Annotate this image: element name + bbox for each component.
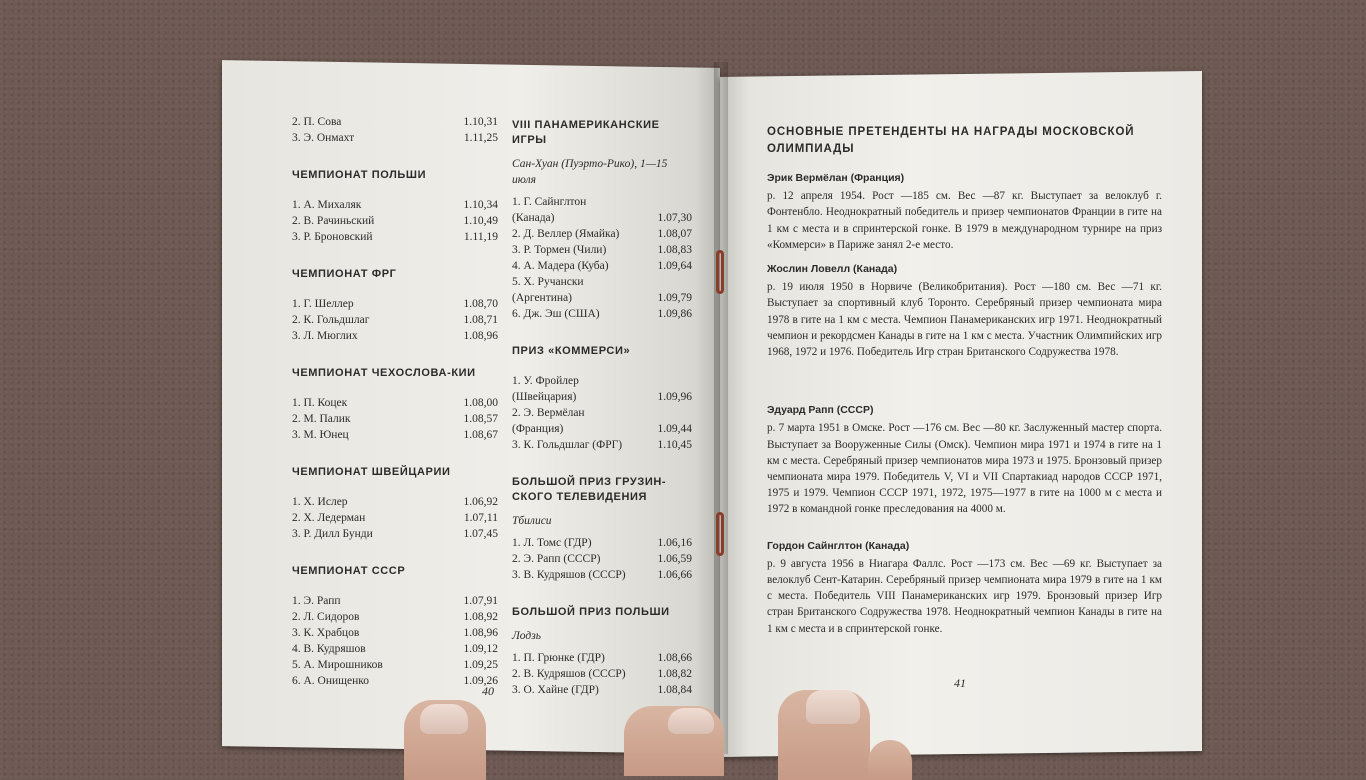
contender-name: Гордон Сайнглтон (Канада) xyxy=(767,539,910,552)
result-time: 1.09,44 xyxy=(657,423,692,435)
rider-name: 3. К. Гольдшлаг (ФРГ) xyxy=(512,439,623,451)
result-row xyxy=(292,641,498,657)
contender-bio: р. 9 августа 1956 в Ниагара Фаллс. Рост —173 см. Вес —69 кг. Выступает за велоклуб Сент-Катарин. Серебряный призер чемпионата мира 1979 в гите на 1 км с места. Победитель VIII Панамериканских игр 1979. Бронзовый призер Игр стран Британского Содружества 1978. Неоднократный чемпион Канады в гите на 1 км с места и в спринтерской гонке. xyxy=(767,557,1162,635)
result-time: 1.09,26 xyxy=(463,675,498,687)
result-time: 1.10,45 xyxy=(657,439,692,451)
result-row xyxy=(292,494,498,510)
result-time: 1.09,64 xyxy=(657,260,692,272)
result-row xyxy=(512,421,692,437)
open-booklet xyxy=(222,62,1207,754)
result-row xyxy=(512,682,692,698)
rider-name: 2. П. Сова xyxy=(292,116,342,128)
result-row xyxy=(512,405,692,421)
result-row xyxy=(512,535,692,551)
rider-name: 3. В. Кудряшов (СССР) xyxy=(512,569,626,581)
result-row xyxy=(512,226,692,242)
rider-name: 2. Э. Вермёлан xyxy=(512,407,585,419)
result-time: 1.11,19 xyxy=(463,231,498,243)
result-row xyxy=(512,551,692,567)
section-heading: ЧЕМПИОНАТ ЧЕХОСЛОВА-КИИ xyxy=(292,367,476,379)
result-row xyxy=(292,427,498,443)
rider-name: 6. А. Онищенко xyxy=(292,675,370,687)
result-row xyxy=(292,510,498,526)
rider-name: (Франция) xyxy=(512,423,564,435)
rider-name: 3. Л. Мюглих xyxy=(292,330,358,342)
section-heading: ЧЕМПИОНАТ ФРГ xyxy=(292,268,397,280)
result-row xyxy=(292,312,498,328)
rider-name: 3. О. Хайне (ГДР) xyxy=(512,684,599,696)
result-row xyxy=(512,567,692,583)
rider-name: 1. Л. Томс (ГДР) xyxy=(512,537,592,549)
result-row xyxy=(512,274,692,290)
results-column-1 xyxy=(292,114,498,689)
rider-name: 2. Л. Сидоров xyxy=(292,611,360,623)
rider-name: 3. Э. Онмахт xyxy=(292,132,355,144)
rider-name: 2. Д. Веллер (Ямайка) xyxy=(512,228,620,240)
event-location: Лодзь xyxy=(512,630,541,642)
rider-name: 3. М. Юнец xyxy=(292,429,349,441)
rider-name: 2. К. Гольдшлаг xyxy=(292,314,370,326)
contender-name: Эдуард Рапп (СССР) xyxy=(767,404,874,417)
spacer xyxy=(767,360,1162,394)
result-time: 1.09,86 xyxy=(657,308,692,320)
result-time: 1.08,66 xyxy=(657,652,692,664)
rider-name: 5. Х. Ручански xyxy=(512,276,584,288)
rider-name: 1. У. Фройлер xyxy=(512,375,579,387)
staple-top xyxy=(716,250,724,294)
section-heading: VIII ПАНАМЕРИКАНСКИЕ ИГРЫ xyxy=(512,119,660,146)
result-row xyxy=(292,197,498,213)
section-heading: ЧЕМПИОНАТ СССР xyxy=(292,565,406,577)
rider-name: (Канада) xyxy=(512,212,555,224)
result-row xyxy=(512,437,692,453)
result-time: 1.07,11 xyxy=(463,512,498,524)
contender-list xyxy=(767,170,1162,637)
result-row xyxy=(512,373,692,389)
rider-name: 2. М. Палик xyxy=(292,413,351,425)
rider-name: (Аргентина) xyxy=(512,292,572,304)
contender-bio: р. 19 июля 1950 в Норвиче (Великобритания). Рост —180 см. Вес —71 кг. Выступает за спортивный клуб Торонто. Серебряный призер чемпионата мира 1978 в гите на 1 км с места. Чемпион Панамериканских игр 1971. Неоднократный чемпион и рекордсмен Канады в гите на 1 км с места. Участник Олимпийских игр 1968, 1972 и 1976. Победитель Игр стран Британского Содружества 1978. xyxy=(767,281,1162,359)
finger-4 xyxy=(868,740,912,780)
rider-name: (Швейцария) xyxy=(512,391,577,403)
section-heading: ЧЕМПИОНАТ ШВЕЙЦАРИИ xyxy=(292,466,451,478)
result-row xyxy=(292,526,498,542)
event-location: Тбилиси xyxy=(512,515,552,527)
result-row xyxy=(512,389,692,405)
result-time: 1.07,91 xyxy=(463,595,498,607)
result-time: 1.06,59 xyxy=(657,553,692,565)
result-row xyxy=(292,114,498,130)
result-time: 1.07,30 xyxy=(657,212,692,224)
event-location: Сан-Хуан (Пуэрто-Рико), 1—15 июля xyxy=(512,158,668,186)
fingernail-2 xyxy=(668,708,714,734)
result-time: 1.08,70 xyxy=(463,298,498,310)
result-time: 1.08,84 xyxy=(657,684,692,696)
result-row xyxy=(512,666,692,682)
rider-name: 1. П. Грюнке (ГДР) xyxy=(512,652,605,664)
rider-name: 1. Г. Шеллер xyxy=(292,298,354,310)
rider-name: 3. К. Храбцов xyxy=(292,627,360,639)
result-time: 1.08,92 xyxy=(463,611,498,623)
result-time: 1.10,34 xyxy=(463,199,498,211)
result-time: 1.08,96 xyxy=(463,627,498,639)
results-column-2 xyxy=(512,98,692,698)
rider-name: 1. Э. Рапп xyxy=(292,595,341,607)
rider-name: 3. Р. Тормен (Чили) xyxy=(512,244,607,256)
result-row xyxy=(512,650,692,666)
fingernail-3 xyxy=(806,690,860,724)
result-time: 1.08,71 xyxy=(463,314,498,326)
result-row xyxy=(292,213,498,229)
result-time: 1.06,66 xyxy=(657,569,692,581)
section-heading: ПРИЗ «КОММЕРСИ» xyxy=(512,345,631,357)
result-row xyxy=(292,657,498,673)
result-time: 1.08,00 xyxy=(463,397,498,409)
result-time: 1.06,16 xyxy=(657,537,692,549)
section-heading: БОЛЬШОЙ ПРИЗ ГРУЗИН-СКОГО ТЕЛЕВИДЕНИЯ xyxy=(512,476,667,503)
result-row xyxy=(292,673,498,689)
result-row xyxy=(292,130,498,146)
result-row xyxy=(292,625,498,641)
rider-name: 2. В. Рачиньский xyxy=(292,215,375,227)
result-row xyxy=(292,296,498,312)
result-row xyxy=(512,306,692,322)
result-row xyxy=(292,593,498,609)
rider-name: 3. Р. Броновский xyxy=(292,231,373,243)
result-time: 1.09,25 xyxy=(463,659,498,671)
rider-name: 3. Р. Дилл Бунди xyxy=(292,528,373,540)
rider-name: 4. А. Мадера (Куба) xyxy=(512,260,609,272)
result-time: 1.08,83 xyxy=(657,244,692,256)
spacer xyxy=(767,518,1162,530)
result-row xyxy=(512,242,692,258)
result-row xyxy=(512,258,692,274)
result-time: 1.08,57 xyxy=(463,413,498,425)
result-time: 1.08,07 xyxy=(657,228,692,240)
page-number-right: 41 xyxy=(954,676,966,690)
rider-name: 1. А. Михаляк xyxy=(292,199,362,211)
rider-name: 1. Х. Ислер xyxy=(292,496,348,508)
result-row xyxy=(292,229,498,245)
result-row xyxy=(512,290,692,306)
section-heading: БОЛЬШОЙ ПРИЗ ПОЛЬШИ xyxy=(512,606,670,618)
contenders-heading: ОСНОВНЫЕ ПРЕТЕНДЕНТЫ НА НАГРАДЫ МОСКОВСКОЙ ОЛИМПИАДЫ xyxy=(767,126,1135,155)
page-number-left: 40 xyxy=(482,684,494,698)
result-row xyxy=(292,411,498,427)
result-row xyxy=(292,609,498,625)
rider-name: 6. Дж. Эш (США) xyxy=(512,308,600,320)
result-row xyxy=(292,395,498,411)
rider-name: 2. В. Кудряшов (СССР) xyxy=(512,668,626,680)
rider-name: 4. В. Кудряшов xyxy=(292,643,366,655)
result-time: 1.09,96 xyxy=(657,391,692,403)
staple-bottom xyxy=(716,512,724,556)
book-spine xyxy=(714,62,728,754)
result-time: 1.08,67 xyxy=(463,429,498,441)
rider-name: 2. Э. Рапп (СССР) xyxy=(512,553,601,565)
result-time: 1.10,31 xyxy=(463,116,498,128)
result-time: 1.11,25 xyxy=(463,132,498,144)
result-row xyxy=(512,210,692,226)
result-row xyxy=(512,194,692,210)
result-time: 1.08,96 xyxy=(463,330,498,342)
contender-bio: р. 7 марта 1951 в Омске. Рост —176 см. Вес —80 кг. Заслуженный мастер спорта. Выступает за Вооруженные Силы (Омск). Чемпион мира 1971 и 1974 в гите на 1 км с места. Серебряный призер чемпионатов мира 1973 и 1975. Бронзовый призер чемпионата мира 1979. Победитель V, VI и VII Спартакиад народов СССР 1971, 1975 и 1979. Чемпион СССР 1971, 1972, 1975—1977 в гите на 1000 м с места и 1972 в командной гонке преследования на 4000 м. xyxy=(767,422,1162,516)
contender-name: Жослин Ловелл (Канада) xyxy=(767,263,898,276)
contender-name: Эрик Вермёлан (Франция) xyxy=(767,172,905,184)
rider-name: 2. Х. Ледерман xyxy=(292,512,366,524)
rider-name: 1. Г. Сайнглтон xyxy=(512,196,587,208)
result-time: 1.09,79 xyxy=(657,292,692,304)
rider-name: 1. П. Коцек xyxy=(292,397,348,409)
contenders-section xyxy=(767,124,1162,637)
result-time: 1.07,45 xyxy=(463,528,498,540)
result-time: 1.10,49 xyxy=(463,215,498,227)
rider-name: 5. А. Мирошников xyxy=(292,659,383,671)
result-row xyxy=(292,328,498,344)
result-time: 1.09,12 xyxy=(463,643,498,655)
contender-bio: р. 12 апреля 1954. Рост —185 см. Вес —87 кг. Выступает за велоклуб г. Фонтенбло. Неоднократный победитель и призер чемпионатов Франции в гите на 1 км с места и в спринтерской гонке. В 1979 в международном турнире на приз «Коммерси» в Париже занял 2-е место. xyxy=(767,190,1162,251)
section-heading: ЧЕМПИОНАТ ПОЛЬШИ xyxy=(292,169,427,181)
fingernail-1 xyxy=(420,704,468,734)
result-time: 1.08,82 xyxy=(657,668,692,680)
result-time: 1.06,92 xyxy=(463,496,498,508)
